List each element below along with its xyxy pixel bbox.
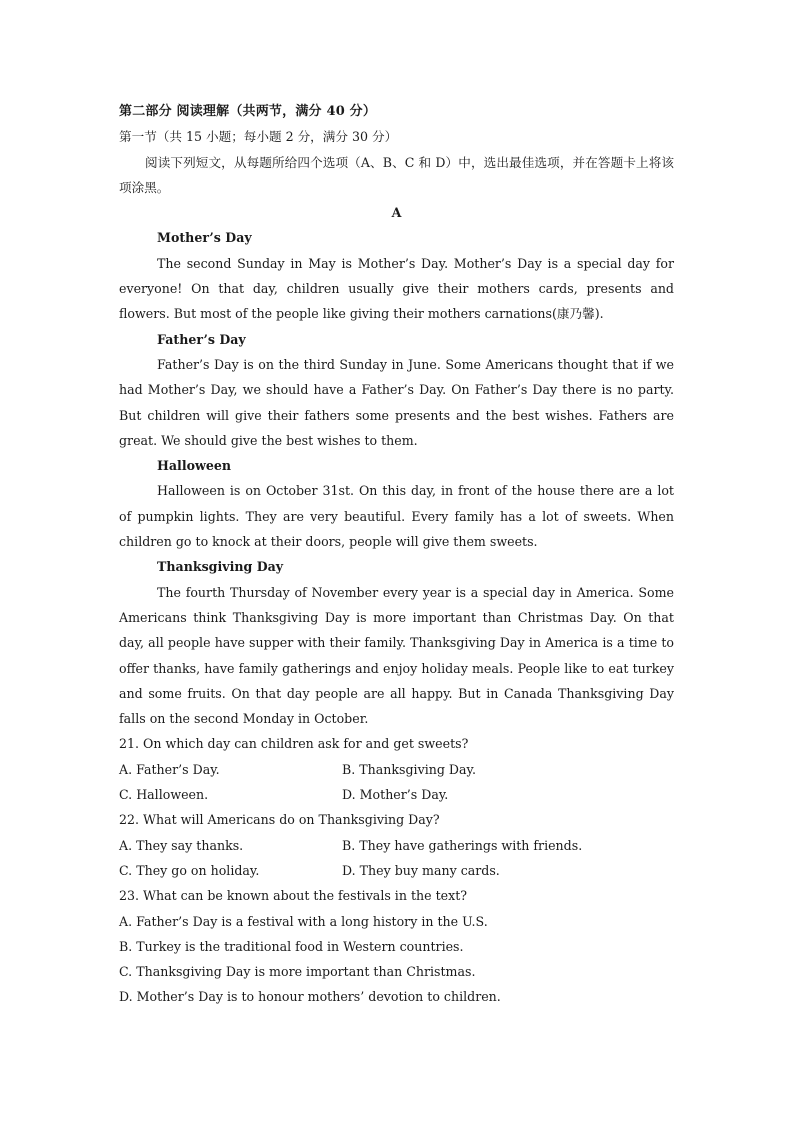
section-title: 第二部分 阅读理解（共两节，满分 40 分）: [119, 104, 377, 119]
option-a[interactable]: A. They say thanks.: [119, 837, 244, 853]
passage-section-halloween: [119, 453, 674, 554]
passage-heading: Thanksgiving Day: [157, 559, 284, 575]
option-row: [119, 858, 674, 883]
question-stem: 22. What will Americans do on Thanksgiving Day?: [119, 812, 440, 828]
question-23: [119, 883, 674, 1009]
option-row: [119, 833, 674, 858]
passage-heading: Father’s Day: [157, 331, 246, 347]
option-d[interactable]: D. Mother’s Day.: [342, 787, 449, 803]
option-b[interactable]: B. Thanksgiving Day.: [342, 761, 476, 777]
passage-paragraph: The second Sunday in May is Mother’s Day. Mother’s Day is a special day for everyone! On that day, children usually give their mothers cards, presents and flowers. But most of the people like giving their mothers carnations(康乃馨).: [119, 255, 674, 322]
passage-paragraph: Halloween is on October 31st. On this day, in front of the house there are a lot of pumpkin lights. They are very beautiful. Every family has a lot of sweets. When children go to knock at their doors, people will give them sweets.: [119, 483, 674, 550]
option-a[interactable]: A. Father’s Day is a festival with a long history in the U.S.: [119, 913, 488, 929]
option-row: [119, 757, 674, 782]
question-22: [119, 807, 674, 883]
question-21: [119, 731, 674, 807]
instructions: 阅读下列短文，从每题所给四个选项（A、B、C 和 D）中，选出最佳选项，并在答题卡上将该项涂黑。: [119, 154, 674, 195]
option-d[interactable]: D. They buy many cards.: [342, 862, 500, 878]
question-stem: 23. What can be known about the festivals in the text?: [119, 888, 468, 904]
option-d[interactable]: D. Mother’s Day is to honour mothers’ devotion to children.: [119, 989, 501, 1005]
option-c[interactable]: C. Halloween.: [119, 787, 209, 803]
question-stem: 21. On which day can children ask for and get sweets?: [119, 736, 469, 752]
passage-paragraph: The fourth Thursday of November every year is a special day in America. Some Americans think Thanksgiving Day is more important than Christmas Day. On that day, all people have supper with their family. Thanksgiving Day in America is a time to offer thanks, have family gatherings and enjoy holiday meals. People like to eat turkey and some fruits. On that day people are all happy. But in Canada Thanksgiving Day falls on the second Monday in October.: [119, 584, 674, 727]
option-c[interactable]: C. Thanksgiving Day is more important than Christmas.: [119, 964, 476, 980]
page-content: [119, 99, 674, 1010]
passage-paragraph: Father’s Day is on the third Sunday in June. Some Americans thought that if we had Mother’s Day, we should have a Father’s Day. On Father’s Day there is no party. But children will give their fathers some presents and the best wishes. Fathers are great. We should give the best wishes to them.: [119, 356, 674, 448]
option-b[interactable]: B. They have gatherings with friends.: [342, 837, 583, 853]
passage-section-mothers-day: [119, 225, 674, 326]
passage-heading: Halloween: [157, 458, 232, 474]
subsection-title: 第一节（共 15 小题；每小题 2 分，满分 30 分）: [119, 129, 398, 145]
option-c[interactable]: C. They go on holiday.: [119, 862, 260, 878]
option-b[interactable]: B. Turkey is the traditional food in Western countries.: [119, 938, 464, 954]
passage-heading: Mother’s Day: [157, 230, 252, 246]
passage-label: A: [391, 205, 402, 221]
option-a[interactable]: A. Father’s Day.: [119, 761, 220, 777]
passage-section-thanksgiving: [119, 554, 674, 731]
option-row: [119, 782, 674, 807]
passage-section-fathers-day: [119, 327, 674, 453]
